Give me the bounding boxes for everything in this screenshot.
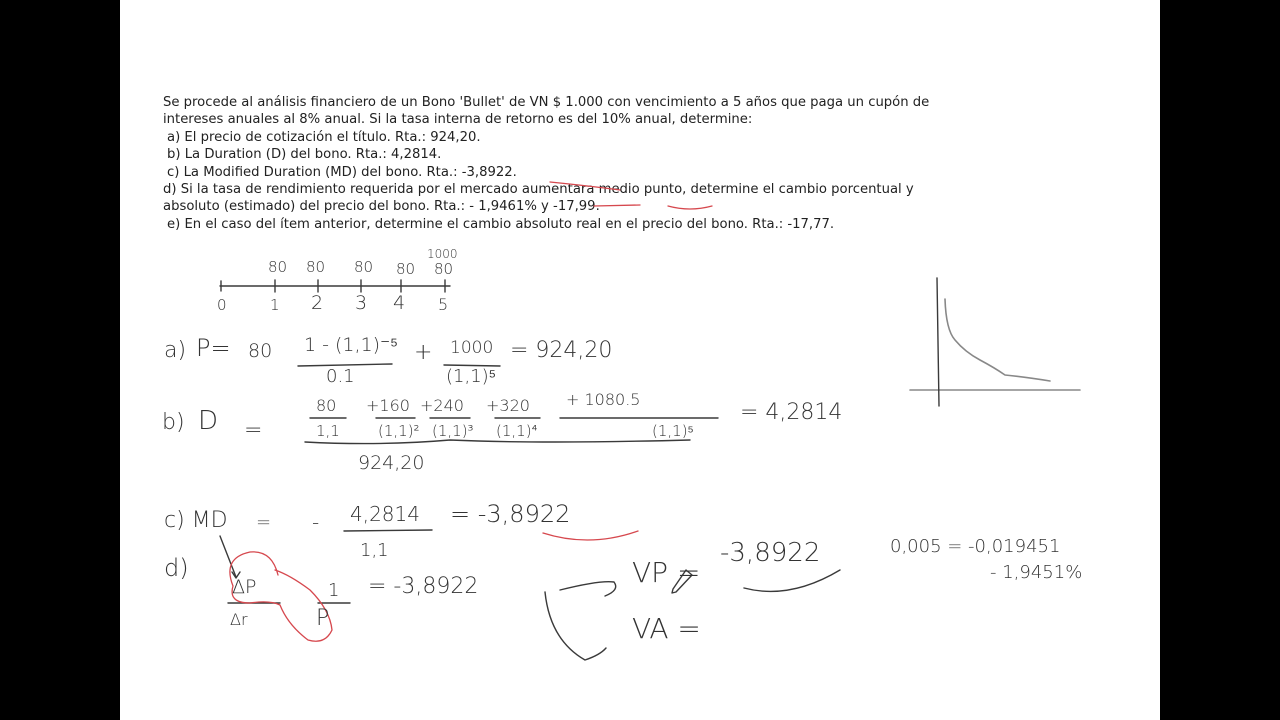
d-num1: ΔP	[232, 576, 257, 598]
a-coupon: 80	[248, 340, 273, 362]
calc-line-1: 0,005 = -0,019451	[890, 536, 1061, 557]
b-term2-num: +160	[366, 396, 410, 415]
principal: 1000	[427, 247, 458, 261]
b-result: = 4,2814	[740, 400, 843, 425]
sketch-y-axis	[937, 278, 939, 406]
a-den1: 0.1	[326, 366, 355, 387]
problem-line-1: Se procede al análisis financiero de un Bono 'Bullet' de VN $ 1.000 con vencimiento a 5 años que paga un cupón de	[163, 95, 930, 110]
sketch-price-yield-curve	[945, 299, 1050, 381]
c-eq: =	[256, 512, 272, 533]
document-page	[120, 0, 1160, 720]
c-label: c) MD	[164, 508, 228, 533]
b-term4-num: +320	[486, 396, 530, 415]
period-3: 3	[355, 292, 368, 314]
period-4: 4	[393, 292, 406, 314]
calc-line-2: - 1,9451%	[990, 562, 1083, 583]
c-minus: -	[312, 510, 320, 534]
red-underline-md-result	[543, 531, 638, 540]
arrow-to-va	[545, 592, 606, 660]
problem-line-2: intereses anuales al 8% anual. Si la tasa interna de retorno es del 10% anual, determine:	[163, 112, 753, 128]
a-den2: (1,1)⁵	[446, 366, 497, 387]
a-num2: 1000	[450, 338, 494, 358]
cf-5: 80	[434, 260, 454, 278]
cf-2: 80	[306, 258, 326, 276]
b-term4-den: (1,1)⁴	[496, 422, 538, 440]
period-1: 1	[270, 296, 280, 314]
question-d-line-2: absoluto (estimado) del precio del bono. Rta.: - 1,9461% y -17,99.	[163, 199, 600, 215]
b-term3-den: (1,1)³	[432, 422, 474, 440]
a-plus: +	[414, 340, 433, 365]
b-main-fraction-bar	[305, 440, 690, 444]
d-den2: P	[316, 606, 330, 631]
question-d-line-1: d) Si la tasa de rendimiento requerida por el mercado aumentara medio punto, determine el cambio porcentual y	[163, 182, 914, 198]
b-term2-den: (1,1)²	[378, 422, 420, 440]
b-term1-den: 1,1	[316, 422, 340, 440]
vp-underline	[744, 570, 840, 591]
cf-1: 80	[268, 258, 288, 276]
question-b: b) La Duration (D) del bono. Rta.: 4,2814.	[167, 147, 442, 163]
question-a: a) El precio de cotización el título. Rta.: 924,20.	[167, 129, 481, 145]
b-term3-num: +240	[420, 396, 464, 415]
c-result: = -3,8922	[450, 500, 571, 528]
b-divisor: 924,20	[358, 452, 425, 474]
b-label: b)	[162, 410, 185, 435]
a-label: a)	[164, 338, 187, 363]
red-underline-punto	[668, 206, 712, 209]
question-e: e) En el caso del ítem anterior, determine el cambio absoluto real en el precio del bono. Rta.: -17,77.	[167, 216, 835, 232]
a-result: = 924,20	[510, 338, 613, 363]
period-5: 5	[438, 295, 449, 314]
c-num: 4,2814	[350, 502, 420, 526]
d-den1: Δr	[230, 610, 248, 629]
period-2: 2	[311, 292, 324, 314]
va-label: VA =	[632, 612, 701, 645]
b-term5-num: + 1080.5	[566, 390, 641, 409]
red-strike-17-99	[594, 205, 640, 206]
arrow-to-vp	[560, 582, 616, 596]
d-num2: 1	[328, 580, 340, 601]
a-num1: 1 - (1,1)⁻⁵	[304, 334, 398, 356]
vp-value: -3,8922	[720, 538, 821, 568]
cf-4: 80	[396, 260, 416, 278]
a-lhs: P=	[196, 334, 231, 362]
d-label: d)	[164, 554, 189, 582]
period-0: 0	[217, 296, 227, 314]
c-den: 1,1	[360, 540, 389, 561]
b-term1-num: 80	[316, 396, 337, 415]
vp-label: VP =	[632, 556, 701, 589]
red-underline-aumentara	[550, 182, 620, 190]
question-c: c) La Modified Duration (MD) del bono. Rta.: -3,8922.	[167, 164, 517, 180]
b-term5-den: (1,1)⁵	[652, 422, 694, 440]
b-lhs: D	[198, 406, 219, 436]
cf-3: 80	[354, 258, 374, 276]
d-result: = -3,8922	[368, 574, 479, 599]
b-eq: =	[244, 418, 263, 443]
